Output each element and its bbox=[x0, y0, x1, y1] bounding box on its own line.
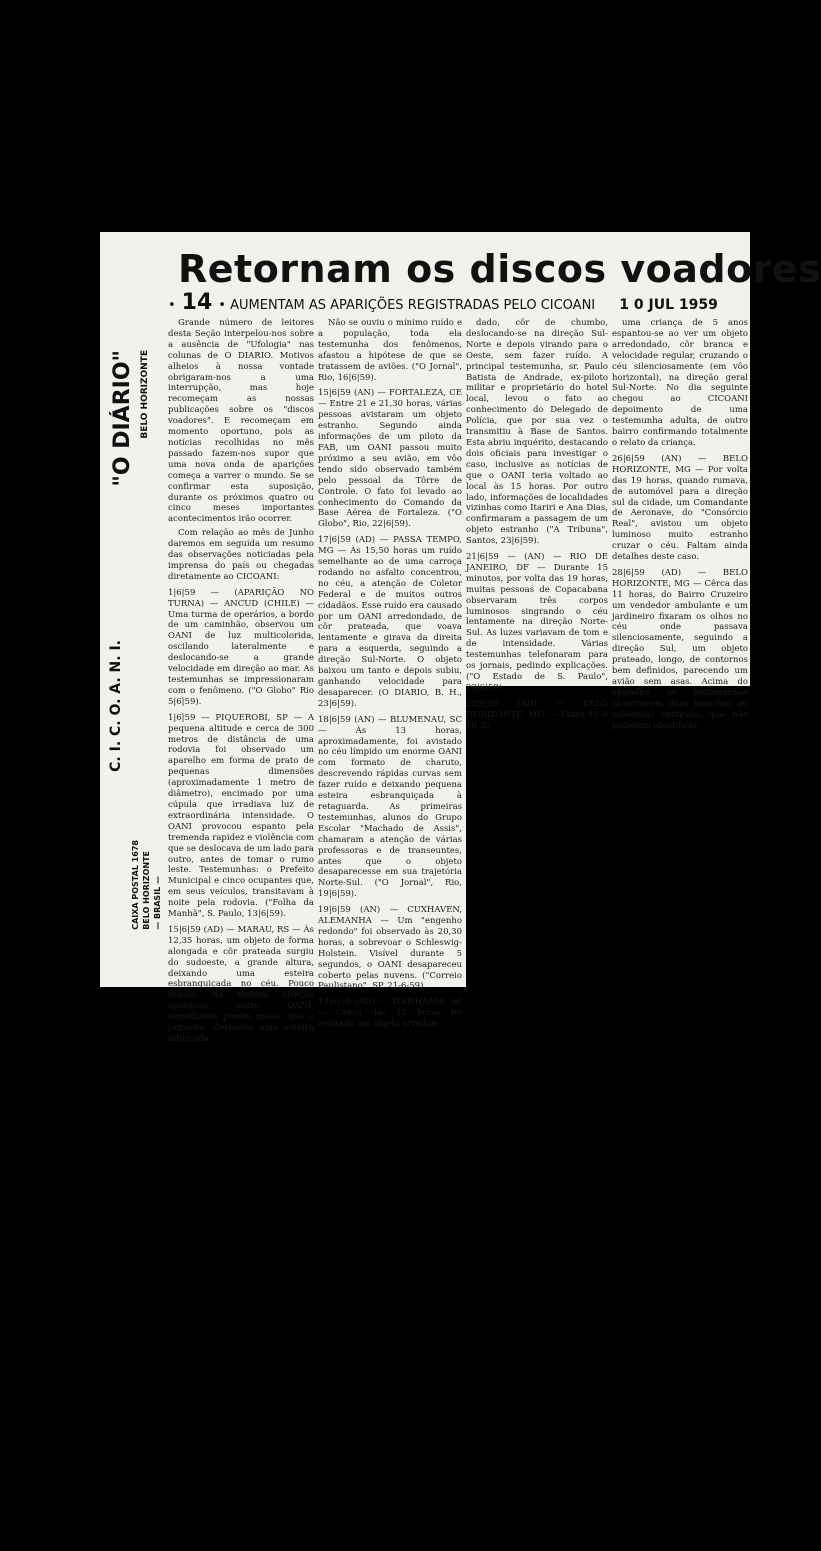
newspaper-name: "O DIÁRIO" bbox=[110, 350, 135, 487]
report-entry: 28|6|59 (AD) — BELO HORIZONTE, MG — Cêrca das 11 horas, do Bairro Cruzeiro um vendedor ambulante e um jardineiro fixaram os olhos no céu onde passava silenciosamente, seguindo a direção Sul, um objeto prateado, longo, de contornos bem definidos, parecendo um avião sem asas. Acima do aparelho as testemunhas observaram duas manchas ou saliências verticais, que não puderam identificar. bbox=[612, 567, 748, 731]
paragraph: uma criança de 5 anos espantou-se ao ver um objeto arredondado, côr branca e velocidade regular, cruzando o céu silenciosamente (em vôo horizontal), na direção geral Sul-Norte. No dia seguinte chegou ao CICOANI depoimento de uma testemunha adulta, de outro bairro confirmando totalmente o relato da criança. bbox=[612, 318, 748, 448]
report-entry: 19|6|59 (AN) — CUXHAVEN, ALEMANHA — Um "engenho redondo" foi observado às 20,30 horas, a sobrevoar o Schleswig-Holstein. Visível durante 5 segundos, o OANI desapareceu coberto pelas nuvens. ("Correio Paulistano", SP, 21-6-59). bbox=[318, 905, 462, 992]
subheadline: AUMENTAM AS APARIÇÕES REGISTRADAS PELO CICOANI bbox=[230, 298, 596, 313]
column-3 bbox=[466, 318, 608, 731]
report-entry: 18|6|59 (AN) — BLUMENAU, SC — Às 13 horas, aproximadamente, foi avistado no céu límpido um enorme OANI com formato de charuto, descrevendo rápidas curvas sem fazer ruído e deixando pequena esteira esbranquiçada à retaguarda. As primeiras testemunhas, alunos do Grupo Escolar "Machado de Assis", chamaram a atenção de várias professoras e de transeuntes, antes que o objeto desaparecesse em sua trajetória Norte-Sul. ("O Jornal", Rio, 19|6|59). bbox=[318, 714, 462, 900]
paragraph: Grande número de leitores desta Seção interpelou-nos sobre a ausência de "Ufologia" nas colunas de O DIARIO. Motivos alheios à nossa vontade obrigaram-nos a uma interrupção, mas hoje recomeçam as nossas publicações sobre os "discos voadores". E recomeçam em momento oportuno, pois as notícias recolhidas no mês passado fazem-nos supor que uma nova onda de aparições começa a varrer o mundo. Se se confirmar esta suposição, durante os próximos quatro ou cinco meses importantes acontecimentos irão ocorrer. bbox=[168, 318, 314, 525]
report-entry: 21|6|59 — (AN) — RIO DE JANEIRO, DF — Durante 15 minutos, por volta das 19 horas, muitas pessoas de Copacabana observaram três corpos luminosos singrando o céu lentamente na direção Norte-Sul. As luzes variavam de tom e de intensidade. Várias testemunhas telefonaram para os jornais, pedindo explicações. ("O Estado de S. Paulo", 23|6|59). bbox=[466, 552, 608, 693]
paragraph: Com relação ao mês de Junho daremos em seguida um resumo das observações noticiadas pela imprensa do país ou chegadas diretamente ao CICOANI: bbox=[168, 528, 314, 582]
report-entry: 17|6|59 (AD) — PASSA TEMPO, MG — Às 15,50 horas um ruído semelhante ao de uma carroça rodando no asfalto concentrou, no céu, a atenção de Coletor Federal e de muitos outros cidadãos. Esse ruído era causado por um OANI arredondado, de côr prateada, que voava lentamente e girava da direita para a esquerda, seguindo a direção Sul-Norte. O objeto baixou um tanto e depois subiu, ganhando velocidade para desaparecer. (O DIARIO, B. H., 23|6|59). bbox=[318, 535, 462, 709]
organization-name: C. I. C. O. A. N. I. bbox=[108, 640, 124, 772]
paragraph: Não se ouviu o mínimo ruído e a população, toda ela testemunha dos fenômenos, afastou a hipótese de que se tratassem de aviões. ("O Jornal", Rio, 16|6|59). bbox=[318, 318, 462, 383]
headline: Retornam os discos voadores bbox=[178, 247, 821, 291]
report-entry: 1|6|59 — PIQUEROBI, SP — A pequena altitude e cerca de 300 metros de distância de uma rodovia foi observado um aparelho em forma de prato de pequenas dimensões (aproximadamente 1 metro de diâmetro), encimado por uma cúpula que irradiava luz de extraordinária intensidade. O OANI provocou espanto pela tremenda rapidez e violência com que se deslocava de um lado para outro, antes de tomar o rumo leste. Testemunhas: o Prefeito Municipal e cinco ocupantes que, em seus veículos, transitavam à noite pela rodovia. ("Folha da Manhã", S. Paulo, 13|6|59). bbox=[168, 712, 315, 920]
masthead-sidebar bbox=[104, 320, 162, 960]
report-entry: 15|6|59 (AN) — FORTALEZA, CE — Entre 21 e 21,30 horas, várias pessoas avistaram um objeto estranho. Segundo ainda informações de um piloto da FAB, um OANI passou muito próximo a seu avião, em vôo tendo sido observado também pelo pessoal da Tôrre de Controle. O fato foi levado ao conhecimento do Comando da Base Aérea de Fortaleza. ("O Globo", Rio, 22|6|59). bbox=[318, 388, 462, 530]
report-entry: 1|6|59 — (APARIÇÃO NO TURNA) — ANCUD (CHILE) — Uma turma de operários, a bordo de um caminhão, observou um OANI de luz multicolorida, oscilando lateralmente e deslocando-se a grande velocidade em direção ao mar. As testemunhas se impressionaram com o fenômeno. ("O Globo" Rio 5|6|59). bbox=[168, 587, 314, 707]
clipping-cutout-background bbox=[466, 686, 756, 996]
column-2 bbox=[318, 318, 462, 1030]
paragraph: dado, côr de chumbo, deslocando-se na direção Sul-Norte e depois virando para o Oeste, sem fazer ruído. A principal testemunha, sr. Paulo Batista de Andrade, ex-piloto militar e proprietário do hotel local, levou o fato ao conhecimento do Delegado de Polícia, que por sua vez o transmitiu à Base de Santos. Esta abriu inquérito, destacando dois oficiais para investigar o caso, inclusive as notícias de que o OANI teria voltado ao local às 15 horas. Por outro lado, informações de localidades vizinhas como Itariri e Ana Dias, confirmaram a passagem de um objeto estranho ("A Tribuna", Santos, 23|6|59). bbox=[466, 318, 608, 547]
report-entry: 19|6|59 (AD) — ITANHAÉM, SP — Cerca das 12 horas foi avistado um objeto arredon- bbox=[318, 997, 462, 1030]
report-entry: 15|6|59 (AD) — MARAU, RS — Às 12,35 horas, um objeto de forma alongada e côr prateada surgiu do sudoeste, a grande altura, deixando uma esteira esbranquiçada no céu. Pouco depois, da mesma direção apareceu outro OANI, semelhante porém maior que o primeiro, deixando uma esteira bifurcada. bbox=[168, 924, 314, 1044]
column-1 bbox=[168, 318, 315, 1044]
report-entry: 22|6|59 (AD) — BELO HORIZONTE, MG — Entre 10 e 10,30 bbox=[466, 698, 608, 731]
subheadline-row: • 14 • AUMENTAM AS APARIÇÕES REGISTRADAS PELO CICOANI 1 0 JUL 1959 bbox=[168, 290, 718, 315]
newspaper-city: BELO HORIZONTE bbox=[140, 350, 150, 439]
date-stamp: 1 0 JUL 1959 bbox=[619, 297, 718, 313]
article-number: 14 bbox=[181, 290, 213, 315]
organization-address: CAIXA POSTAL 1678 BELO HORIZONTE — BRASIL — bbox=[131, 840, 162, 930]
column-4 bbox=[612, 318, 748, 731]
report-entry: 26|6|59 (AN) — BELO HORIZONTE, MG — Por volta das 19 horas, quando rumava, de automóvel para a direção sul da cidade, um Comandante de Aeronave, do "Consórcio Real", avistou um objeto luminoso muito estranho cruzar o céu. Faltam ainda detalhes deste caso. bbox=[612, 453, 748, 563]
